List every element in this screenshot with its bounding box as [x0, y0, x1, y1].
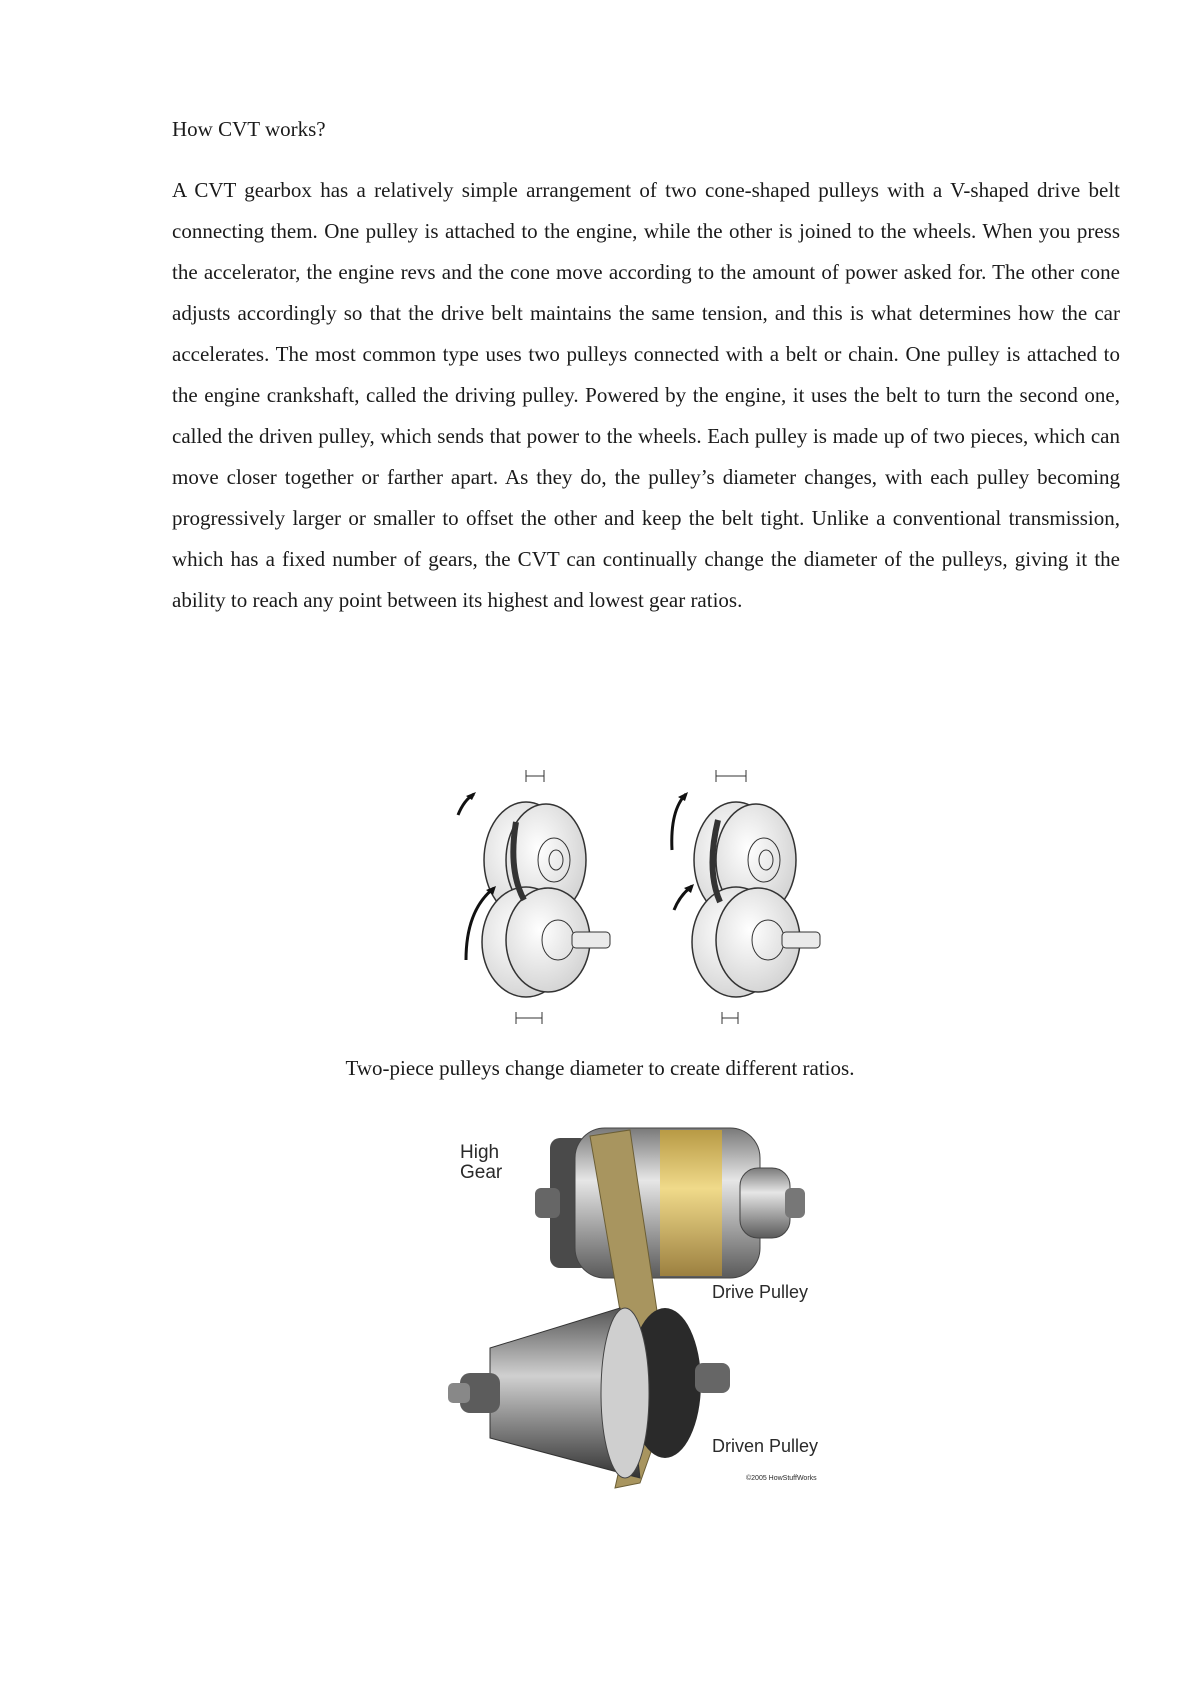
body-paragraph: A CVT gearbox has a relatively simple arrangement of two cone-shaped pulleys with a V-shaped drive belt connecting them. One pulley is attached to the engine, while the other is joined to the wheels. When you press the accelerator, the engine revs and the cone move according to the amount of power asked for. The other cone adjusts accordingly so that the drive belt maintains the same tension, and this is what determines how the car accelerates. The most common type uses two pulleys connected with a belt or chain. One pulley is attached to the engine crankshaft, called the driving pulley. Powered by the engine, it uses the belt to turn the second one, called the driven pulley, which sends that power to the wheels. Each pulley is made up of two pieces, which can move closer together or farther apart. As they do, the pulley’s diameter changes, with each pulley becoming progressively larger or smaller to offset the other and keep the belt tight. Unlike a conventional transmission, which has a fixed number of gears, the CVT can continually change the diameter of the pulleys, giving it the ability to reach any point between its highest and lowest gear ratios. — [172, 178, 1120, 612]
section-heading: How CVT works? — [172, 117, 326, 141]
pulley-pair-right — [672, 770, 820, 1024]
figure-caption: Two-piece pulleys change diameter to create different ratios. — [345, 1056, 855, 1080]
cvt-pulley-render — [440, 1098, 860, 1498]
label-drive-pulley: Drive Pulley — [712, 1282, 809, 1302]
label-high: High — [460, 1142, 500, 1163]
pulley-pair-left — [458, 770, 610, 1024]
image-credit: ©2005 HowStuffWorks — [746, 1475, 817, 1482]
label-driven-pulley: Driven Pulley — [712, 1436, 819, 1456]
label-gear: Gear — [460, 1162, 503, 1183]
pulley-ratio-illustration — [436, 760, 856, 1030]
